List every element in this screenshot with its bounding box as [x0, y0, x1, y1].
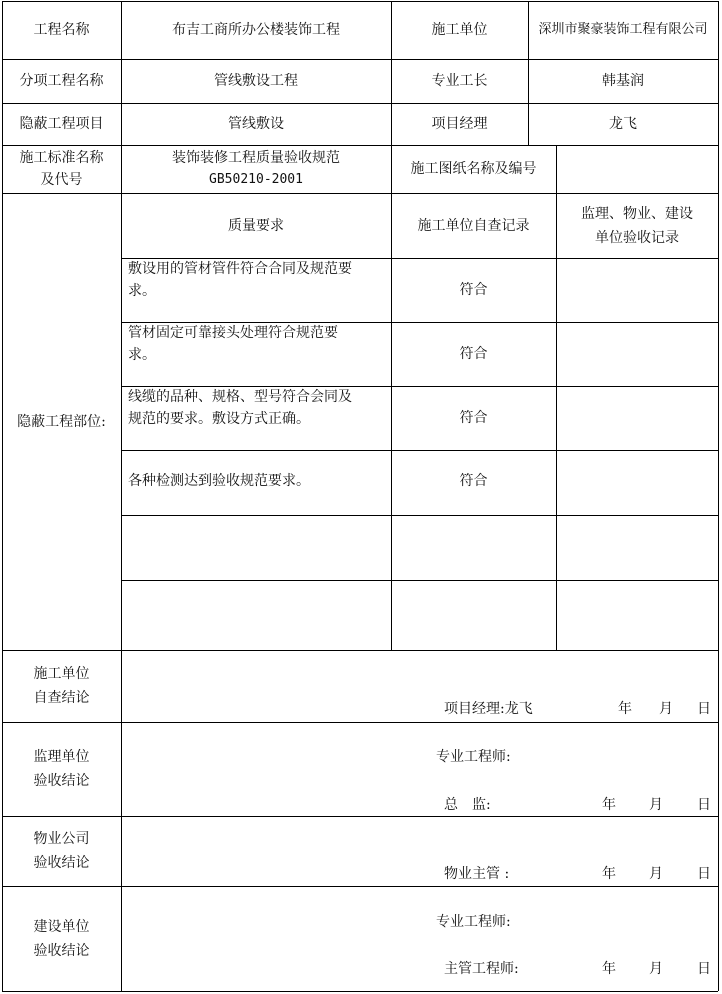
- foreman-value: 韩基润: [602, 73, 644, 89]
- label-line1: 建设单位: [33, 918, 90, 935]
- label-line2: 验收结论: [33, 942, 90, 959]
- self-check-result: 符合: [459, 346, 488, 362]
- label-line2: 验收结论: [33, 773, 90, 789]
- hidden-item-value: 管线敷设: [228, 116, 284, 132]
- contractor-value: 深圳市聚豪装饰工程有限公司: [538, 22, 708, 37]
- self-check-result: 符合: [459, 282, 488, 298]
- col-acceptance-header: [556, 193, 718, 258]
- acceptance-result: [556, 450, 718, 515]
- col-quality-header: 质量要求: [228, 217, 284, 234]
- drawing-label: 施工图纸名称及编号: [410, 161, 537, 177]
- standard-value: [121, 145, 391, 193]
- date-year: 年: [602, 866, 616, 882]
- grid-line: [2, 991, 718, 992]
- requirement-line1: 敷设用的管材管件符合合同及规范要: [128, 261, 352, 277]
- acceptance-result: [556, 386, 718, 450]
- acceptance-result: [556, 515, 718, 580]
- date-month: 月: [649, 797, 663, 813]
- pm-value: 龙飞: [609, 116, 637, 132]
- project-name-label: 工程名称: [33, 22, 90, 38]
- standard-value-line1: 装饰装修工程质量验收规范: [172, 150, 340, 166]
- requirement-line1: 线缆的品种、规格、型号符合会同及: [128, 389, 352, 405]
- self-check-result: 符合: [459, 473, 488, 489]
- table-row: [121, 450, 391, 515]
- label-line2: 验收结论: [33, 855, 90, 871]
- owner-conclusion-label: [2, 886, 121, 991]
- hidden-item-label: 隐蔽工程项目: [19, 116, 104, 132]
- supervisor-conclusion-label: [2, 722, 121, 816]
- project-name-value: 布吉工商所办公楼装饰工程: [172, 22, 340, 38]
- col-acceptance-line1: 监理、物业、建设: [581, 205, 693, 222]
- acceptance-result: [556, 580, 718, 650]
- date-day: 日: [697, 866, 711, 882]
- table-row: [121, 258, 391, 322]
- standard-label: [2, 145, 121, 193]
- sub-project-value: 管线敷设工程: [214, 73, 298, 89]
- property-signer: 物业主管 :: [444, 866, 510, 882]
- label-line2: 自查结论: [33, 690, 90, 706]
- owner-engineer: 专业工程师:: [436, 914, 511, 930]
- owner-chief: 主管工程师:: [444, 961, 519, 977]
- label-line1: 物业公司: [33, 831, 90, 847]
- contractor-conclusion-label: [2, 650, 121, 722]
- table-row: [121, 515, 391, 580]
- property-conclusion-label: [2, 816, 121, 886]
- self-check-result: [391, 580, 556, 650]
- grid-line: [718, 1, 719, 991]
- date-month: 月: [659, 701, 673, 717]
- contractor-label: 施工单位: [431, 22, 488, 38]
- supervisor-engineer: 专业工程师:: [436, 749, 511, 765]
- supervisor-chief: 总 监:: [444, 797, 491, 813]
- date-day: 日: [697, 961, 711, 977]
- standard-label-line2: 及代号: [40, 172, 83, 188]
- date-day: 日: [697, 701, 711, 717]
- foreman-label: 专业工长: [431, 73, 488, 89]
- standard-value-line2: GB50210-2001: [209, 172, 303, 187]
- date-year: 年: [602, 961, 616, 977]
- date-year: 年: [602, 797, 616, 813]
- requirement-line2: 规范的要求。敷设方式正确。: [128, 411, 310, 427]
- date-month: 月: [649, 866, 663, 882]
- self-check-result: [391, 515, 556, 580]
- contractor-signer: 项目经理:龙飞: [444, 701, 533, 717]
- requirement-line1: 管材固定可靠接头处理符合规范要: [128, 325, 338, 341]
- label-line1: 施工单位: [33, 666, 90, 682]
- label-line1: 监理单位: [33, 749, 90, 765]
- self-check-result: 符合: [459, 410, 488, 426]
- acceptance-result: [556, 322, 718, 386]
- date-day: 日: [697, 797, 711, 813]
- date-year: 年: [618, 701, 632, 717]
- acceptance-result: [556, 258, 718, 322]
- table-row: [121, 386, 391, 450]
- drawing-value: [556, 145, 718, 193]
- table-row: [121, 322, 391, 386]
- requirement-line2: 求。: [128, 347, 156, 363]
- table-row: [121, 580, 391, 650]
- hidden-section-label: 隐蔽工程部位:: [17, 413, 106, 430]
- col-acceptance-line2: 单位验收记录: [595, 229, 679, 246]
- sub-project-label: 分项工程名称: [19, 73, 104, 89]
- col-self-check-header: 施工单位自查记录: [417, 217, 530, 234]
- pm-label: 项目经理: [431, 116, 488, 132]
- date-month: 月: [649, 961, 663, 977]
- requirement-line2: 求。: [128, 283, 156, 299]
- requirement-line1: 各种检测达到验收规范要求。: [128, 473, 310, 489]
- standard-label-line1: 施工标准名称: [19, 150, 104, 166]
